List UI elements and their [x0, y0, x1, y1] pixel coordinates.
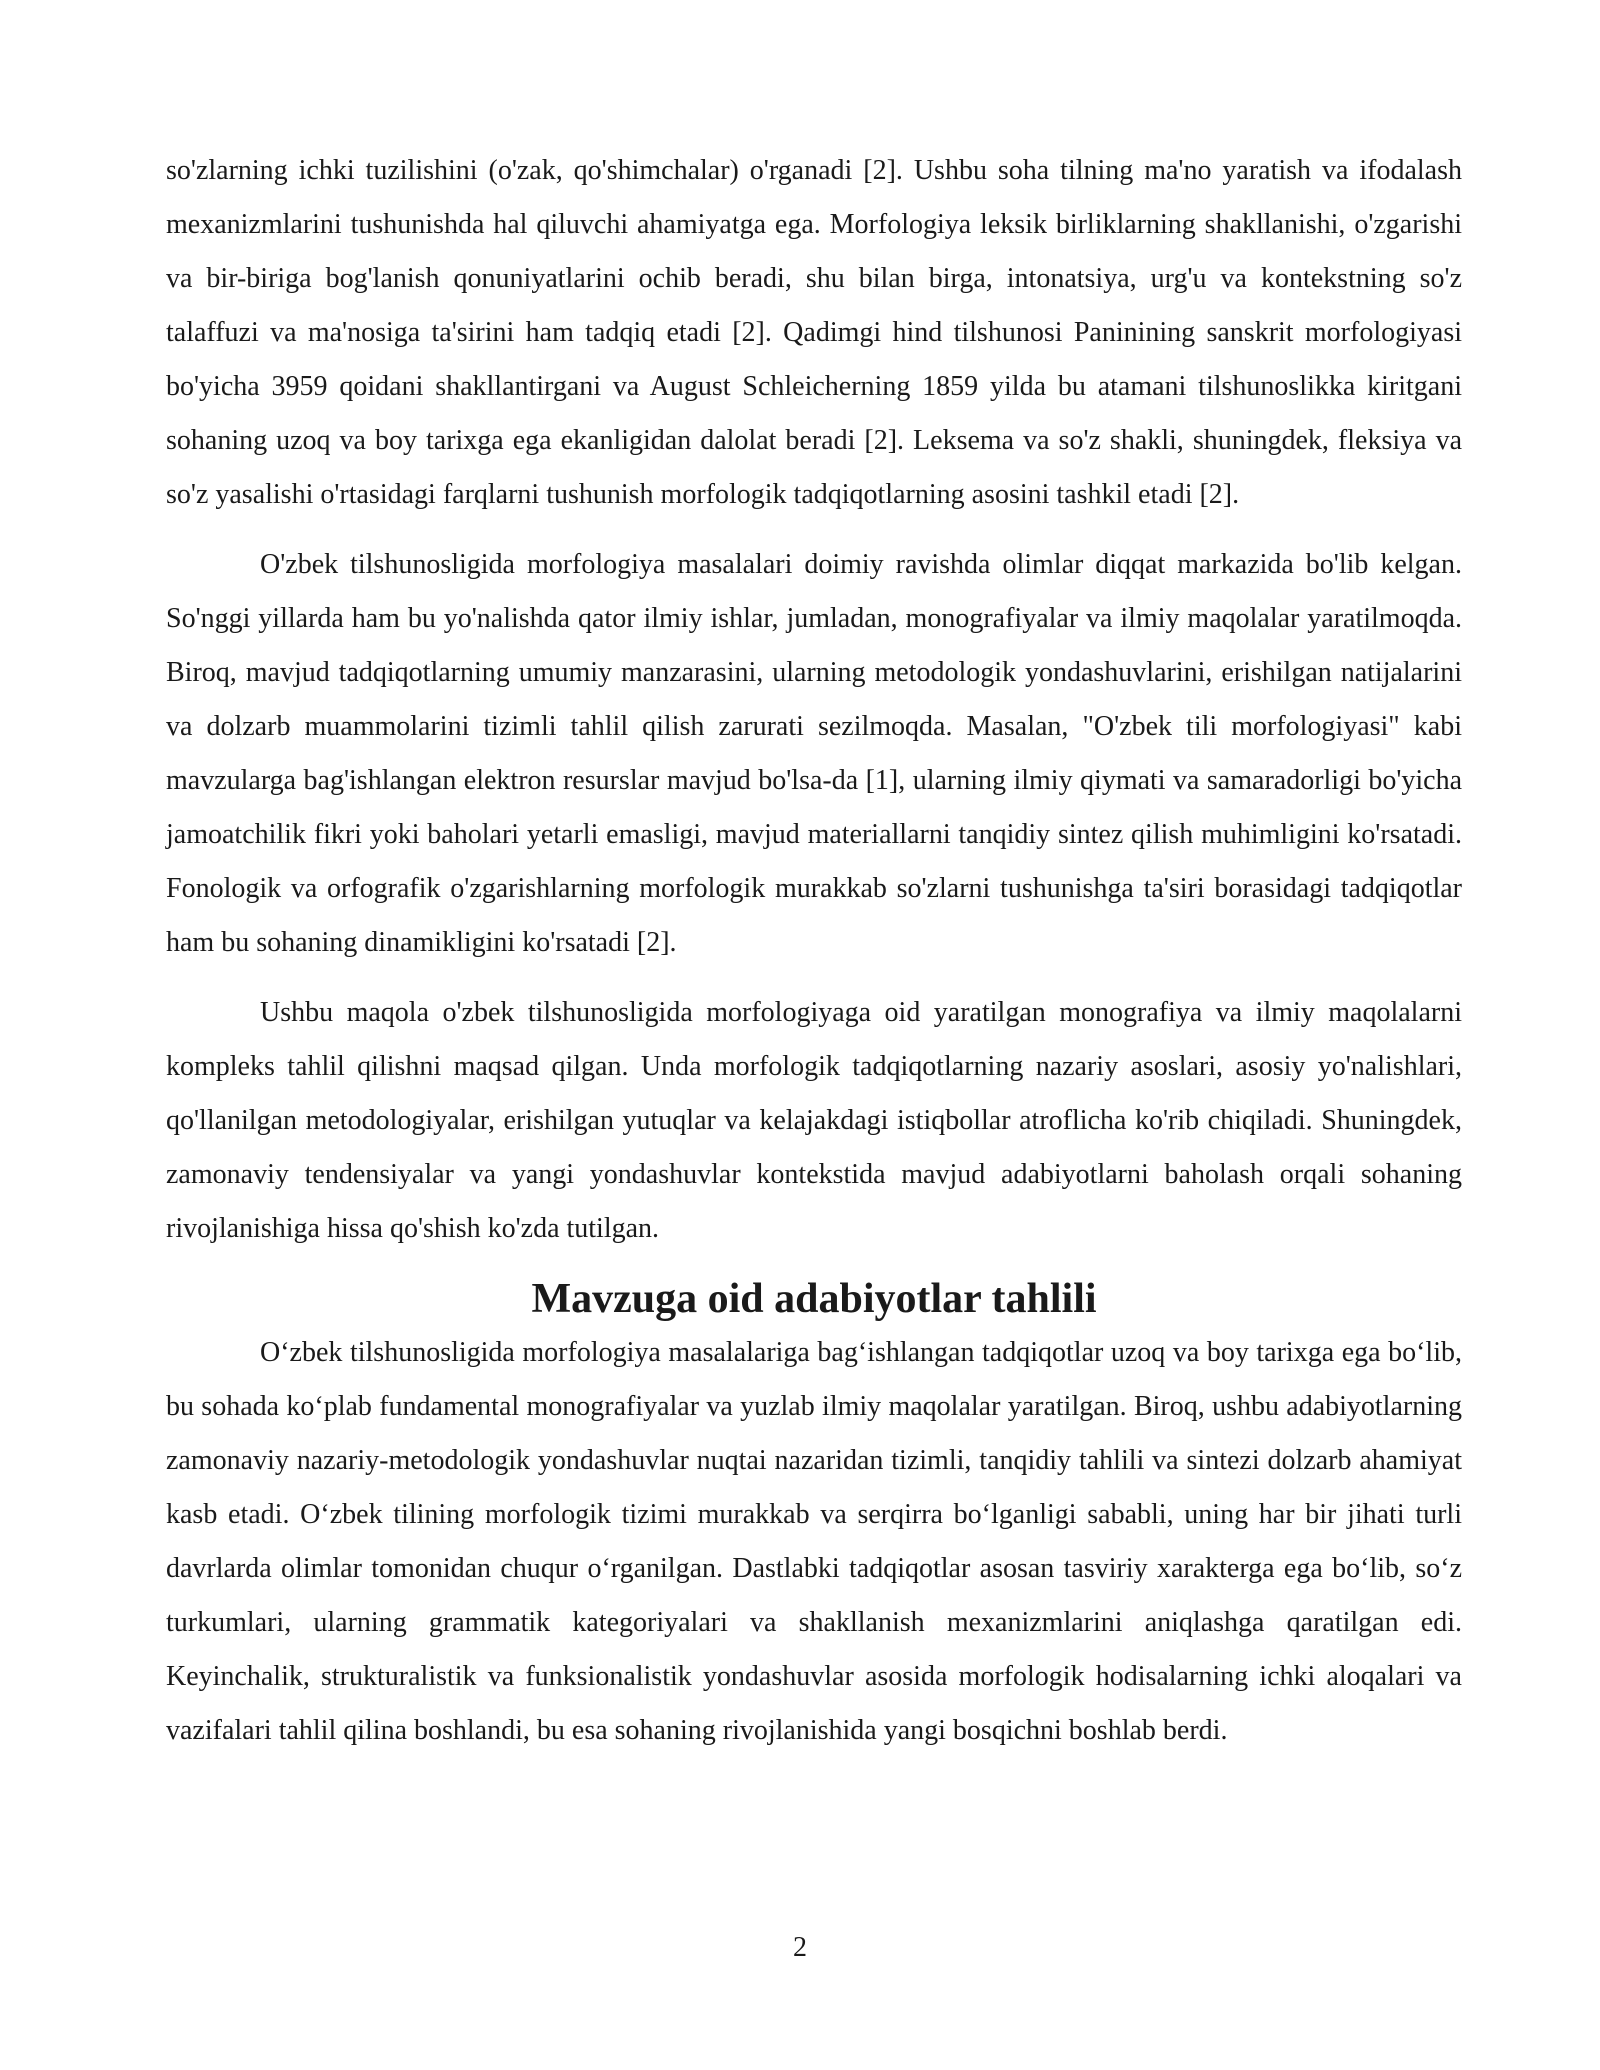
page-number: 2 [793, 1932, 807, 1963]
body-text [166, 144, 1462, 1774]
paragraph-article-aim: Ushbu maqola o'zbek tilshunosligida morfologiyaga oid yaratilgan monografiya va ilmiy maqolalarni kompleks tahlil qilishni maqsad qilgan. Unda morfologik tadqiqotlarning nazariy asoslari, asosiy yo'nalishlari, qo'llanilgan metodologiyalar, erishilgan yutuqlar va kelajakdagi istiqbollar atroflicha ko'rib chiqiladi. Shuningdek, zamonaviy tendensiyalar va yangi yondashuvlar kontekstida mavjud adabiyotlarni baholash orqali sohaning rivojlanishiga hissa qo'shish ko'zda tutilgan. [166, 997, 1462, 1244]
section-heading: Mavzuga oid adabiyotlar tahlili [531, 1276, 1097, 1322]
paragraph-continuation: so'zlarning ichki tuzilishini (o'zak, qo'shimchalar) o'rganadi [2]. Ushbu soha tilning ma'no yaratish va ifodalash mexanizmlarini tushunishda hal qiluvchi ahamiyatga ega. Morfologiya leksik birliklarning shakllanishi, o'zgarishi va bir-biriga bog'lanish qonuniyatlarini ochib beradi, shu bilan birga, intonatsiya, urg'u va kontekstning so'z talaffuzi va ma'nosiga ta'sirini ham tadqiq etadi [2]. Qadimgi hind tilshunosi Paninining sanskrit morfologiyasi bo'yicha 3959 qoidani shakllantirgani va August Schleicherning 1859 yilda bu atamani tilshunoslikka kiritgani sohaning uzoq va boy tarixga ega ekanligidan dalolat beradi [2]. Leksema va so'z shakli, shuningdek, fleksiya va so'z yasalishi o'rtasidagi farqlarni tushunish morfologik tadqiqotlarning asosini tashkil etadi [2]. [166, 155, 1462, 510]
paragraph-literature-review: O‘zbek tilshunosligida morfologiya masalalariga bag‘ishlangan tadqiqotlar uzoq va boy tarixga ega bo‘lib, bu sohada ko‘plab fundamental monografiyalar va yuzlab ilmiy maqolalar yaratilgan. Biroq, ushbu adabiyotlarning zamonaviy nazariy-metodologik yondashuvlar nuqtai nazaridan tizimli, tanqidiy tahlili va sintezi dolzarb ahamiyat kasb etadi. O‘zbek tilining morfologik tizimi murakkab va serqirra bo‘lganligi sababli, uning har bir jihati turli davrlarda olimlar tomonidan chuqur o‘rganilgan. Dastlabki tadqiqotlar asosan tasviriy xarakterga ega bo‘lib, so‘z turkumlari, ularning grammatik kategoriyalari va shakllanish mexanizmlarini aniqlashga qaratilgan edi. Keyinchalik, strukturalistik va funksionalistik yondashuvlar asosida morfologik hodisalarning ichki aloqalari va vazifalari tahlil qilina boshlandi, bu esa sohaning rivojlanishida yangi bosqichni boshlab berdi. [166, 1337, 1462, 1746]
paragraph-uzbek-morphology-research: O'zbek tilshunosligida morfologiya masalalari doimiy ravishda olimlar diqqat markazida bo'lib kelgan. So'nggi yillarda ham bu yo'nalishda qator ilmiy ishlar, jumladan, monografiyalar va ilmiy maqolalar yaratilmoqda. Biroq, mavjud tadqiqotlarning umumiy manzarasini, ularning metodologik yondashuvlarini, erishilgan natijalarini va dolzarb muammolarini tizimli tahlil qilish zarurati sezilmoqda. Masalan, "O'zbek tili morfologiyasi" kabi mavzularga bag'ishlangan elektron resurslar mavjud bo'lsa-da [1], ularning ilmiy qiymati va samaradorligi bo'yicha jamoatchilik fikri yoki baholari yetarli emasligi, mavjud materiallarni tanqidiy sintez qilish muhimligini ko'rsatadi. Fonologik va orfografik o'zgarishlarning morfologik murakkab so'zlarni tushunishga ta'siri borasidagi tadqiqotlar ham bu sohaning dinamikligini ko'rsatadi [2]. [166, 549, 1462, 958]
